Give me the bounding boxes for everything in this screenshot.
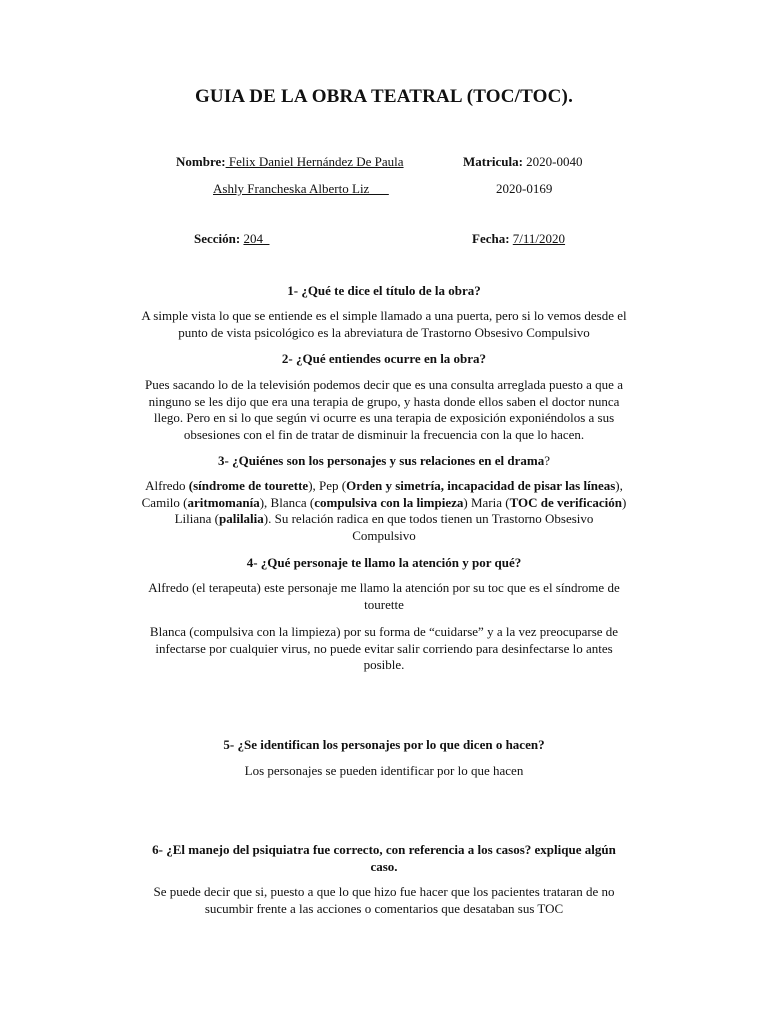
separator: ), [615, 478, 623, 493]
answer-4a-line-2: tourette [364, 596, 404, 612]
answer-6-line-1: Se puede decir que si, puesto a que lo que hizo fue hacer que los pacientes trataran de no [153, 884, 615, 899]
answer-4-blanca [100, 624, 668, 674]
answer-2-line-2: ninguno se les dijo que era una terapia de grupo, y hasta donde ellos saben el doctor nunca [148, 393, 620, 409]
character-pep: ), Pep ( [308, 478, 347, 493]
answer-1-line-1: A simple vista lo que se entiende es el simple llamado a una puerta, pero si lo vemos desde el [141, 308, 627, 323]
question-3-text: 3- ¿Quiénes son los personajes y sus relaciones en el drama [218, 453, 545, 468]
answer-1-line-2: punto de vista psicológico es la abreviatura de Trastorno Obsesivo Compulsivo [178, 324, 590, 340]
question-1: 1- ¿Qué te dice el título de la obra? [287, 283, 481, 298]
question-2: 2- ¿Qué entiendes ocurre en la obra? [281, 351, 487, 366]
answer-3 [100, 478, 668, 544]
answer-2-line-3: llego. Pero en si lo que según vi ocurre es una terapia de exposición exponiéndolos a sus [153, 410, 615, 425]
answer-2-line-4: obsesiones con el fin de tratar de disminuir la frecuencia con la que lo hacen. [183, 426, 585, 442]
character-liliana: Liliana ( [174, 511, 219, 526]
answer-6 [100, 884, 668, 917]
condition-orden-simetria: Orden y simetría, incapacidad de pisar las líneas [346, 478, 616, 493]
fecha-label: Fecha: [472, 231, 510, 246]
answer-4b-line-2: infectarse por cualquier virus, no puede evitar salir corriendo para desinfectarse lo antes [155, 640, 613, 656]
character-blanca: ), Blanca ( [259, 494, 315, 510]
answer-2-line-1: Pues sacando lo de la televisión podemos decir que es una consulta arreglada puesto a que a [145, 377, 623, 392]
question-3 [96, 452, 672, 469]
condition-tourette: (síndrome de tourette [188, 478, 309, 493]
condition-palilalia: palilalia [218, 511, 264, 526]
answer-4-alfredo [100, 580, 668, 613]
matricula-value-2: 2020-0169 [496, 181, 553, 196]
answer-4a-line-1: Alfredo (el terapeuta) este personaje me llamo la atención por su toc que es el síndrome de [148, 580, 620, 595]
relation-text: ). Su relación radica en que todos tienen un Trastorno Obsesivo [263, 511, 594, 526]
question-4: 4- ¿Qué personaje te llamo la atención y por qué? [246, 555, 522, 570]
answer-6-line-2: sucumbir frente a las acciones o comentarios que desataban sus TOC [204, 900, 564, 916]
seccion-row [194, 231, 269, 247]
character-camilo: Camilo ( [141, 494, 188, 510]
answer-1 [100, 308, 668, 341]
answer-4b-line-3: posible. [363, 657, 405, 672]
fecha-value: 7/11/2020 [512, 231, 566, 246]
answer-5-line-1: Los personajes se pueden identificar por lo que hacen [244, 763, 524, 778]
page-title: GUIA DE LA OBRA TEATRAL (TOC/TOC). [194, 86, 574, 107]
answer-4b-line-1: Blanca (compulsiva con la limpieza) por su forma de “cuidarse” y a la vez preocuparse de [149, 624, 619, 639]
nombre-label: Nombre: [176, 154, 226, 169]
seccion-label: Sección: [194, 231, 241, 246]
question-6-line-1: 6- ¿El manejo del psiquiatra fue correcto, con referencia a los casos? explique algún [152, 842, 616, 857]
condition-limpieza: compulsiva con la limpieza [314, 494, 464, 510]
question-6 [96, 841, 672, 875]
nombre-row-1 [176, 154, 404, 170]
fecha-row [472, 231, 565, 247]
separator: ) [622, 494, 627, 510]
matricula-value-1: 2020-0040 [522, 154, 583, 169]
answer-3-line-4: Compulsivo [352, 527, 416, 543]
answer-3-line-3 [100, 511, 668, 528]
answer-3-line-2 [100, 495, 668, 512]
condition-verificacion: TOC de verificación [509, 494, 622, 510]
condition-aritmomania: aritmomanía [187, 494, 260, 510]
seccion-value: 204 [243, 231, 270, 246]
answer-2 [100, 377, 668, 443]
answer-5 [100, 763, 668, 780]
character-maria: ) Maria ( [463, 494, 510, 510]
nombre-value-2: Ashly Francheska Alberto Liz [213, 181, 389, 196]
character-alfredo: Alfredo [145, 478, 189, 493]
question-6-line-2: caso. [370, 859, 398, 874]
nombre-value-1: Felix Daniel Hernández De Paula [225, 154, 404, 169]
question-5: 5- ¿Se identifican los personajes por lo que dicen o hacen? [223, 737, 545, 752]
answer-3-line-1 [100, 478, 668, 495]
question-3-mark: ? [544, 453, 550, 468]
matricula-row-1 [463, 154, 583, 170]
matricula-label: Matricula: [463, 154, 523, 169]
